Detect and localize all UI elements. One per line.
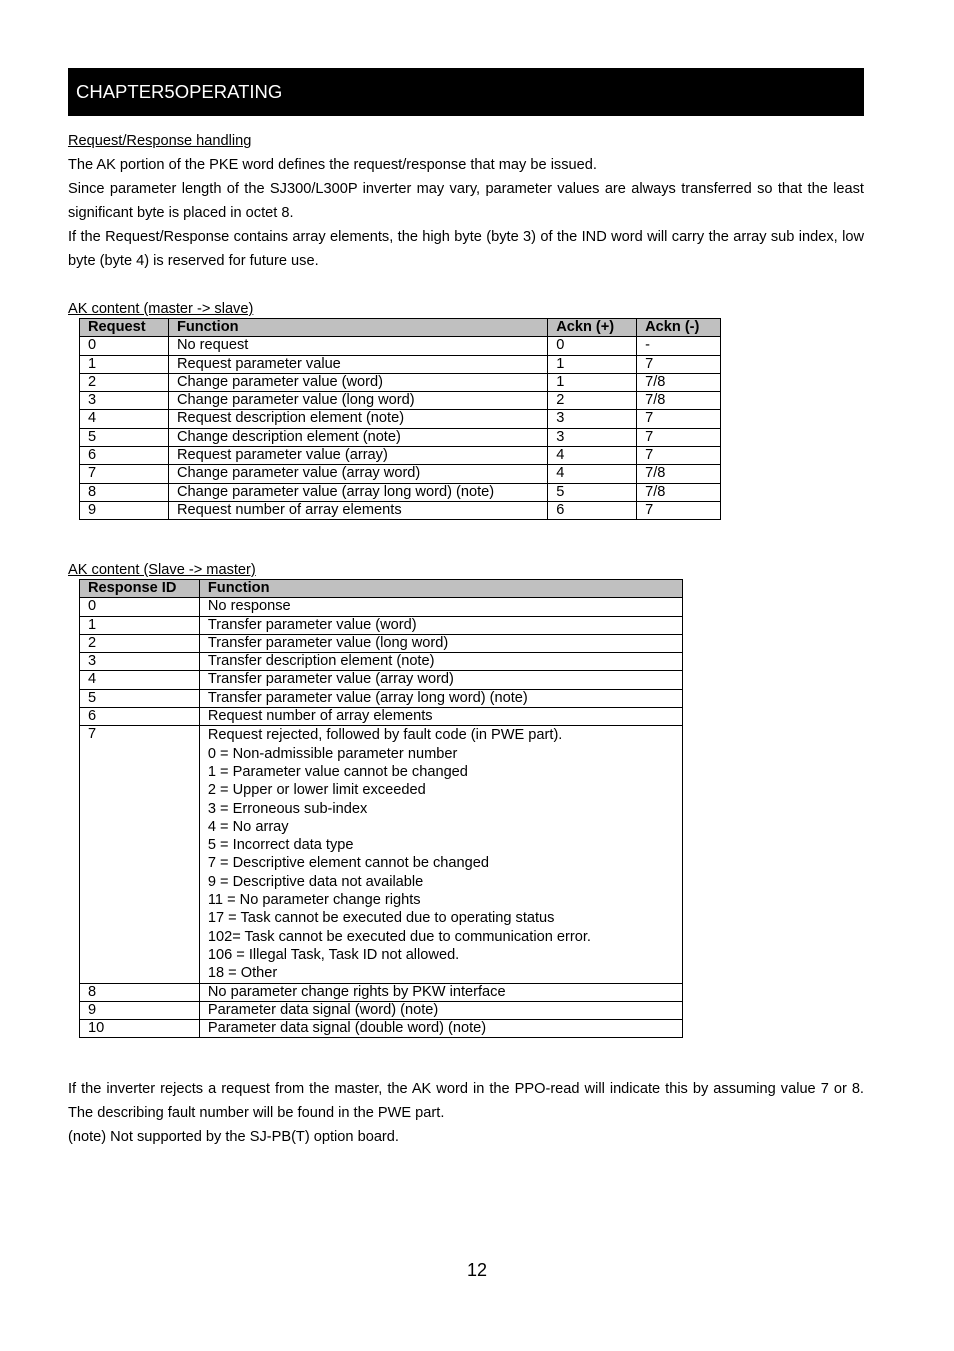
table-cell: Request number of array elements xyxy=(168,501,547,519)
column-header: Ackn (+) xyxy=(548,319,637,337)
table-cell: Request description element (note) xyxy=(168,410,547,428)
table-cell: 7 xyxy=(637,410,721,428)
chapter-title: OPERATING xyxy=(174,81,283,102)
table-row xyxy=(80,337,721,355)
table-row xyxy=(80,671,683,689)
table-cell: Transfer parameter value (array word) xyxy=(199,671,682,689)
table-cell: 9 xyxy=(80,501,169,519)
section-heading: Request/Response handling xyxy=(68,133,252,149)
table-cell: 4 xyxy=(80,671,200,689)
table-cell: 8 xyxy=(80,483,169,501)
table-cell: 9 xyxy=(80,1001,200,1019)
table-cell: 1 xyxy=(548,373,637,391)
table-row xyxy=(80,598,683,616)
intro-paragraph-3: If the Request/Response contains array elements, the high byte (byte 3) of the IND word will carry the array sub index, low byte (byte 4) is reserved for future use. xyxy=(68,229,864,269)
table-cell: No response xyxy=(199,598,682,616)
table-cell: Change parameter value (array word) xyxy=(168,465,547,483)
table-row xyxy=(80,689,683,707)
fault-code-list xyxy=(199,726,682,983)
table-row xyxy=(80,373,721,391)
table-row xyxy=(80,483,721,501)
table2-caption: AK content (Slave -> master) xyxy=(68,562,256,578)
fault-code-line: 4 = No array xyxy=(207,818,289,835)
table-row xyxy=(80,428,721,446)
table-row xyxy=(80,983,683,1001)
table-cell: 7 xyxy=(637,501,721,519)
page-number: 12 xyxy=(466,1260,488,1280)
request-table xyxy=(79,318,721,520)
table-row xyxy=(80,392,721,410)
table-cell: Parameter data signal (double word) (note) xyxy=(199,1020,682,1038)
table-row xyxy=(80,708,683,726)
table-cell: Request number of array elements xyxy=(199,708,682,726)
table-row xyxy=(80,355,721,373)
table-cell: 6 xyxy=(548,501,637,519)
table-cell: 4 xyxy=(548,465,637,483)
table-row xyxy=(80,465,721,483)
intro-paragraph-2: Since parameter length of the SJ300/L300P inverter may vary, parameter values are always transferred so that the least significant byte is placed in octet 8. xyxy=(68,181,864,221)
table-cell: 1 xyxy=(80,355,169,373)
chapter-label: CHAPTER5 xyxy=(76,81,175,102)
table-row xyxy=(80,616,683,634)
fault-code-line: 17 = Task cannot be executed due to operating status xyxy=(207,910,555,927)
table-cell: 5 xyxy=(548,483,637,501)
table-cell: Change parameter value (array long word) (note) xyxy=(168,483,547,501)
fault-code-line: 11 = No parameter change rights xyxy=(207,892,421,909)
table-cell: 5 xyxy=(80,428,169,446)
table-row xyxy=(80,653,683,671)
fault-code-line: 3 = Erroneous sub-index xyxy=(207,800,368,817)
column-header: Request xyxy=(80,319,169,337)
table-cell: 7 xyxy=(637,428,721,446)
table-cell: No parameter change rights by PKW interface xyxy=(199,983,682,1001)
response-table xyxy=(79,579,683,1038)
table-cell: 7/8 xyxy=(637,373,721,391)
fault-code-line: 9 = Descriptive data not available xyxy=(207,873,424,890)
fault-code-line: 102= Task cannot be executed due to communication error. xyxy=(207,928,591,945)
table-header-row xyxy=(80,580,683,598)
fault-code-line: Request rejected, followed by fault code (in PWE part). xyxy=(207,727,563,744)
table-cell: 1 xyxy=(80,616,200,634)
table-cell: 6 xyxy=(80,708,200,726)
outro-paragraph-1: If the inverter rejects a request from the master, the AK word in the PPO-read will indicate this by assuming value 7 or 8. The describing fault number will be found in the PWE part. xyxy=(68,1081,864,1121)
table-cell: Request parameter value (array) xyxy=(168,447,547,465)
table-cell: 3 xyxy=(80,392,169,410)
table-cell: Transfer parameter value (long word) xyxy=(199,634,682,652)
table-row xyxy=(80,1001,683,1019)
table-row xyxy=(80,410,721,428)
table-cell: 2 xyxy=(80,373,169,391)
table-cell: 3 xyxy=(548,428,637,446)
table-cell: 7 xyxy=(80,465,169,483)
table-header-row xyxy=(80,319,721,337)
column-header: Response ID xyxy=(80,580,200,598)
table-cell: Transfer parameter value (word) xyxy=(199,616,682,634)
table-cell: 7 xyxy=(637,447,721,465)
table-cell: Transfer parameter value (array long word) (note) xyxy=(199,689,682,707)
fault-code-line: 106 = Illegal Task, Task ID not allowed. xyxy=(207,946,460,963)
table-row xyxy=(80,447,721,465)
table-cell: 7/8 xyxy=(637,483,721,501)
table-cell: Change parameter value (long word) xyxy=(168,392,547,410)
table-row xyxy=(80,1020,683,1038)
fault-code-line: 0 = Non-admissible parameter number xyxy=(207,745,458,762)
fault-code-line: 7 = Descriptive element cannot be changed xyxy=(207,855,489,872)
intro-paragraph-1: The AK portion of the PKE word defines the request/response that may be issued. xyxy=(68,157,597,173)
table-row xyxy=(80,501,721,519)
table-cell: 7 xyxy=(80,726,200,983)
column-header: Function xyxy=(199,580,682,598)
table-cell: 0 xyxy=(548,337,637,355)
table-row xyxy=(80,634,683,652)
table-cell: 3 xyxy=(80,653,200,671)
table-cell: 10 xyxy=(80,1020,200,1038)
outro-note: (note) Not supported by the SJ-PB(T) option board. xyxy=(68,1129,399,1145)
table-cell: 1 xyxy=(548,355,637,373)
table-cell: 3 xyxy=(548,410,637,428)
fault-code-line: 1 = Parameter value cannot be changed xyxy=(207,763,468,780)
table-cell: 7 xyxy=(637,355,721,373)
table-cell: Change description element (note) xyxy=(168,428,547,446)
table-cell: Transfer description element (note) xyxy=(199,653,682,671)
table-cell: Parameter data signal (word) (note) xyxy=(199,1001,682,1019)
intro-section xyxy=(68,129,864,273)
fault-code-line: 5 = Incorrect data type xyxy=(207,837,354,854)
table-row xyxy=(80,726,683,983)
table-cell: 0 xyxy=(80,337,169,355)
table1-caption: AK content (master -> slave) xyxy=(68,301,254,317)
table-cell: 7/8 xyxy=(637,392,721,410)
table-cell: Change parameter value (word) xyxy=(168,373,547,391)
table-cell: 8 xyxy=(80,983,200,1001)
table-cell: 4 xyxy=(548,447,637,465)
fault-code-line: 18 = Other xyxy=(207,965,278,982)
column-header: Function xyxy=(168,319,547,337)
table-cell: 2 xyxy=(548,392,637,410)
table-cell: 0 xyxy=(80,598,200,616)
outro-section xyxy=(68,1077,864,1149)
table-cell: No request xyxy=(168,337,547,355)
chapter-header xyxy=(68,68,864,116)
table-cell: - xyxy=(637,337,721,355)
table-cell: 4 xyxy=(80,410,169,428)
table-cell: Request parameter value xyxy=(168,355,547,373)
table-cell: 5 xyxy=(80,689,200,707)
table-cell: 7/8 xyxy=(637,465,721,483)
table-cell: 6 xyxy=(80,447,169,465)
fault-code-line: 2 = Upper or lower limit exceeded xyxy=(207,782,426,799)
table-cell: 2 xyxy=(80,634,200,652)
column-header: Ackn (-) xyxy=(637,319,721,337)
